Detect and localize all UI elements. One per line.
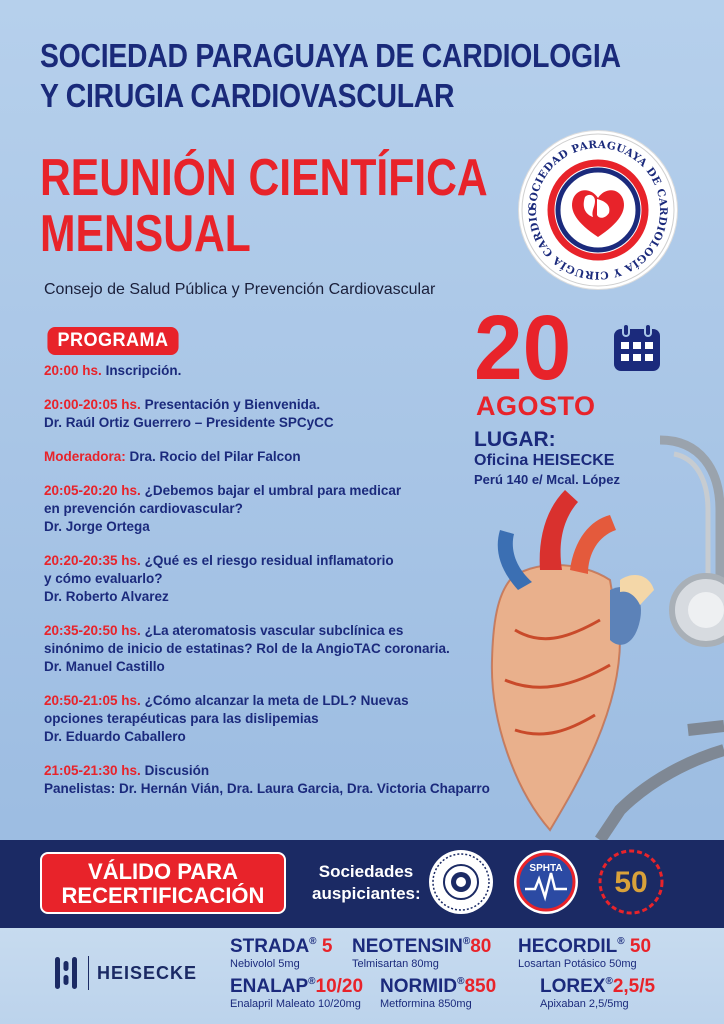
registered-mark: ® <box>462 936 471 947</box>
agenda-topic: Dra. Rocio del Pilar Falcon <box>129 449 301 464</box>
program-agenda <box>44 362 504 814</box>
agenda-time: 21:05-21:30 hs. <box>44 763 141 778</box>
agenda-topic: Presentación y Bienvenida. <box>144 397 321 412</box>
agenda-topic-cont: opciones terapéuticas para las dislipemias <box>44 711 319 726</box>
agenda-item <box>44 692 504 746</box>
product-hecordil <box>518 936 651 970</box>
agenda-speaker: Dr. Eduardo Caballero <box>44 729 186 744</box>
product-name: STRADA <box>230 936 310 957</box>
agenda-item <box>44 552 504 606</box>
product-description: Nebivolol 5mg <box>230 958 300 970</box>
agenda-time: 20:00 hs. <box>44 363 102 378</box>
agenda-topic-cont: sinónimo de inicio de estatinas? Rol de la AngioTAC coronaria. <box>44 641 450 656</box>
event-day: 20 <box>474 297 572 399</box>
product-normid <box>380 976 496 1010</box>
event-title <box>40 149 488 263</box>
recertification-badge <box>40 852 286 914</box>
sponsor-logo-sphta <box>513 849 579 915</box>
agenda-topic: Inscripción. <box>105 363 182 378</box>
registered-mark: ® <box>617 936 625 947</box>
product-dose: 10/20 <box>315 976 364 997</box>
heisecke-brand <box>52 953 197 993</box>
product-dose: 80 <box>470 936 492 957</box>
agenda-time: 20:50-21:05 hs. <box>44 693 141 708</box>
heart-stethoscope-illustration <box>470 430 724 840</box>
product-name: HECORDIL <box>518 936 618 957</box>
agenda-time: 20:35-20:50 hs. <box>44 623 141 638</box>
agenda-topic: ¿Debemos bajar el umbral para medicar <box>144 483 402 498</box>
event-title-line1: REUNIÓN CIENTÍFICA <box>40 149 488 207</box>
product-description: Telmisartan 80mg <box>352 958 439 970</box>
registered-mark: ® <box>605 976 613 987</box>
brand-name: HEISECKE <box>97 962 198 983</box>
product-description: Apixaban 2,5/5mg <box>540 998 629 1010</box>
event-month: AGOSTO <box>476 391 596 421</box>
sponsor-label-line2: auspiciantes: <box>312 884 421 903</box>
sponsor-label-line1: Sociedades <box>318 862 414 881</box>
agenda-topic: ¿Qué es el riesgo residual inflamatorio <box>144 553 394 568</box>
agenda-speaker: Dr. Manuel Castillo <box>44 659 165 674</box>
registered-mark: ® <box>457 976 465 987</box>
anniversary-logo-text: 50 <box>614 866 648 899</box>
agenda-topic: ¿La ateromatosis vascular subclínica es <box>144 623 404 638</box>
product-dose: 50 <box>629 936 652 957</box>
event-title-line2: MENSUAL <box>40 205 251 263</box>
product-dose: 5 <box>321 936 333 957</box>
agenda-time: 20:05-20:20 hs. <box>44 483 141 498</box>
product-lorex <box>540 976 655 1010</box>
agenda-topic: Discusión <box>144 763 210 778</box>
agenda-item <box>44 362 504 380</box>
agenda-time: 20:00-20:05 hs. <box>44 397 141 412</box>
product-description: Losartan Potásico 50mg <box>518 958 637 970</box>
heisecke-logo-icon <box>52 953 80 993</box>
venue-address: Perú 140 e/ Mcal. López <box>474 472 620 487</box>
product-name: ENALAP <box>230 976 309 997</box>
agenda-speaker: Dr. Raúl Ortiz Guerrero – Presidente SPCyCC <box>44 415 334 430</box>
sponsor-label <box>312 861 420 905</box>
agenda-speaker: Dr. Roberto Alvarez <box>44 589 169 604</box>
product-dose: 850 <box>464 976 497 997</box>
agenda-item <box>44 762 504 798</box>
recertification-line2: RECERTIFICACIÓN <box>61 883 265 908</box>
seal-ring-text: SOCIEDAD PARAGUAYA DE CARDIOLOGÍA Y CIRUGÍA CARDIO <box>526 138 670 282</box>
agenda-item <box>44 622 504 676</box>
brand-divider <box>88 956 89 990</box>
sponsor-logo-50-aniversario <box>598 849 664 915</box>
product-enalap <box>230 976 363 1010</box>
agenda-topic-cont: en prevención cardiovascular? <box>44 501 243 516</box>
organization-title-line1: SOCIEDAD PARAGUAYA DE CARDIOLOGIA <box>40 37 621 74</box>
organization-title-line2: Y CIRUGIA CARDIOVASCULAR <box>40 77 455 114</box>
venue-label: LUGAR: <box>474 428 556 451</box>
sphta-logo-text: SPHTA <box>529 863 563 874</box>
product-neotensin <box>352 936 491 970</box>
agenda-topic-cont: y cómo evaluarlo? <box>44 571 163 586</box>
registered-mark: ® <box>308 976 316 987</box>
agenda-item <box>44 448 504 466</box>
recertification-line1: VÁLIDO PARA <box>88 859 238 884</box>
sponsor-logo-society-seal <box>428 849 494 915</box>
organization-title <box>40 36 621 116</box>
agenda-topic: ¿Cómo alcanzar la meta de LDL? Nuevas <box>144 693 409 708</box>
agenda-speaker: Dr. Jorge Ortega <box>44 519 150 534</box>
agenda-item <box>44 482 504 536</box>
product-strada <box>230 936 332 970</box>
product-name: NEOTENSIN <box>352 936 463 957</box>
agenda-time: Moderadora: <box>44 449 126 464</box>
event-subtitle: Consejo de Salud Pública y Prevención Cardiovascular <box>44 281 436 298</box>
product-description: Enalapril Maleato 10/20mg <box>230 998 361 1010</box>
product-description: Metformina 850mg <box>380 998 472 1010</box>
product-dose: 2,5/5 <box>612 976 656 997</box>
agenda-time: 20:20-20:35 hs. <box>44 553 141 568</box>
agenda-item <box>44 396 504 432</box>
calendar-icon <box>611 322 663 374</box>
registered-mark: ® <box>309 936 317 947</box>
product-name: LOREX <box>540 976 606 997</box>
agenda-speaker: Panelistas: Dr. Hernán Vián, Dra. Laura Garcia, Dra. Victoria Chaparro <box>44 781 490 796</box>
programa-badge: PROGRAMA <box>47 327 178 355</box>
society-seal-logo <box>519 131 677 289</box>
product-name: NORMID <box>380 976 458 997</box>
venue-name: Oficina HEISECKE <box>474 452 615 469</box>
